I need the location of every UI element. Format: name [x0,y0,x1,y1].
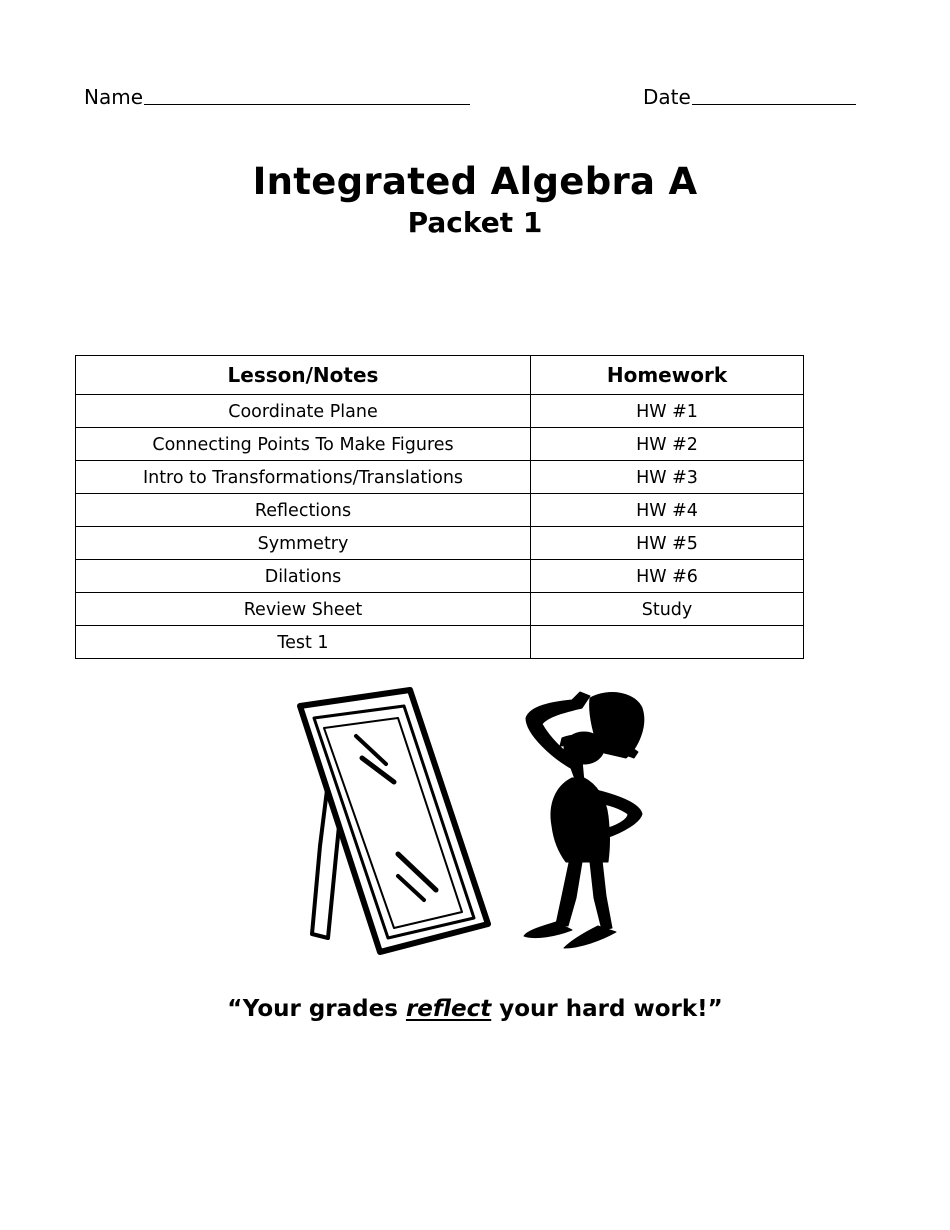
lesson-cell: Dilations [76,560,531,593]
table-row [76,395,804,428]
homework-cell [531,626,804,659]
page-title: Integrated Algebra A [252,160,698,203]
table-row [76,494,804,527]
column-header-homework: Homework [531,356,804,395]
homework-cell: HW #5 [531,527,804,560]
name-blank-line[interactable] [144,84,470,105]
lesson-cell: Coordinate Plane [76,395,531,428]
homework-cell: HW #4 [531,494,804,527]
homework-cell: Study [531,593,804,626]
homework-cell: HW #1 [531,395,804,428]
lesson-cell: Symmetry [76,527,531,560]
table-row [76,560,804,593]
date-label: Date [643,85,691,109]
lesson-cell: Review Sheet [76,593,531,626]
header-fields [84,84,860,112]
date-field[interactable] [643,84,856,109]
mirror-icon [300,690,488,952]
homework-cell: HW #6 [531,560,804,593]
homework-cell: HW #3 [531,461,804,494]
quote-end: your hard work!” [491,996,723,1022]
table-row [76,461,804,494]
lesson-cell: Intro to Transformations/Translations [76,461,531,494]
table-row [76,593,804,626]
lesson-cell: Reflections [76,494,531,527]
name-label: Name [84,85,144,109]
top-hat-figure-icon [524,692,644,948]
date-blank-line[interactable] [692,84,856,105]
mirror-illustration [290,686,660,956]
homework-cell: HW #2 [531,428,804,461]
table-row [76,527,804,560]
column-header-lesson: Lesson/Notes [76,356,531,395]
quote-emphasis: reflect [405,996,492,1022]
name-field[interactable] [84,84,470,109]
lessons-table [75,355,804,659]
table-row [76,626,804,659]
motivational-quote [0,996,950,1022]
table-header-row [76,356,804,395]
table-row [76,428,804,461]
quote-start: “Your grades [227,996,406,1022]
page-subtitle: Packet 1 [407,206,543,239]
lesson-cell: Connecting Points To Make Figures [76,428,531,461]
lesson-cell: Test 1 [76,626,531,659]
